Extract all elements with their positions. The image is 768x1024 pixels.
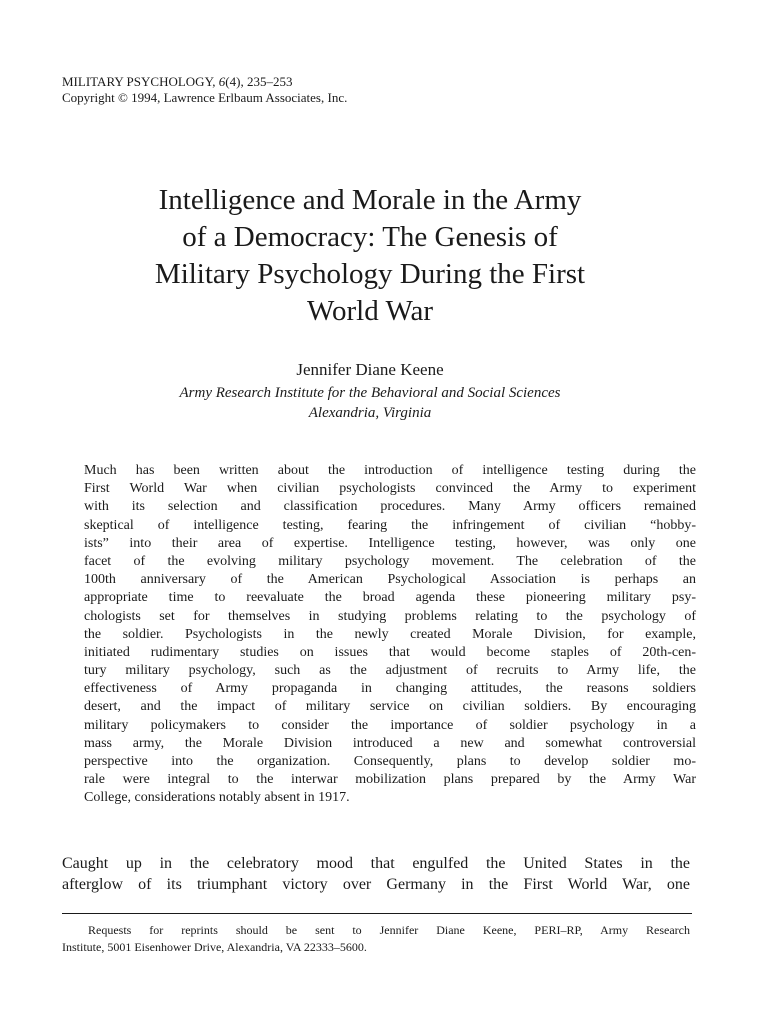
title-line: Military Psychology During the First <box>154 258 586 290</box>
abstract-line: mass army, the Morale Division introduced a new and somewhat controversial <box>84 735 696 751</box>
author-affiliation <box>0 383 740 423</box>
title-line: Intelligence and Morale in the Army <box>158 184 582 216</box>
journal-citation <box>62 74 347 90</box>
abstract-line: desert, and the impact of military service on civilian soldiers. By encouraging <box>84 699 696 715</box>
abstract-line: Much has been written about the introduction of intelligence testing during the <box>84 463 696 478</box>
body-line: afterglow of its triumphant victory over Germany in the First World War, one <box>62 876 690 893</box>
abstract-line: ists” into their area of expertise. Intelligence testing, however, was only one <box>84 535 696 551</box>
abstract-line: perspective into the organization. Consequently, plans to develop soldier mo- <box>84 754 696 769</box>
abstract-line: rale were integral to the interwar mobilization plans prepared by the Army War <box>84 772 696 788</box>
journal-name: MILITARY PSYCHOLOGY, <box>62 74 219 89</box>
footnote-line: Requests for reprints should be sent to Jennifer Diane Keene, PERI–RP, Army Research <box>88 923 690 937</box>
abstract-line: effectiveness of Army propaganda in changing attitudes, the reasons soldiers <box>84 681 696 697</box>
body-text <box>62 853 690 895</box>
footnote <box>62 922 690 956</box>
journal-volume: 6 <box>218 74 226 89</box>
abstract-line: initiated rudimentary studies on issues that would become staples of 20th-cen- <box>84 644 696 660</box>
footnote-divider <box>62 913 692 914</box>
abstract-line: appropriate time to reevaluate the broad agenda these pioneering military psy- <box>84 590 696 606</box>
abstract-line: chologists set for themselves in studying problems relating to the psychology of <box>84 608 696 624</box>
abstract-line: skeptical of intelligence testing, fearing the infringement of civilian “hobby- <box>84 517 696 533</box>
journal-issue-pages: (4), 235–253 <box>225 74 293 89</box>
article-title <box>60 182 680 330</box>
abstract-line: the soldier. Psychologists in the newly created Morale Division, for example, <box>84 626 696 642</box>
title-line: of a Democracy: The Genesis of <box>182 221 558 253</box>
abstract-line: College, considerations notably absent in 1917. <box>84 790 350 806</box>
abstract-line: tury military psychology, such as the adjustment of recruits to Army life, the <box>84 663 696 679</box>
title-line: World War <box>306 295 434 327</box>
abstract-line: with its selection and classification procedures. Many Army officers remained <box>84 499 696 515</box>
abstract-line: military policymakers to consider the importance of soldier psychology in a <box>84 717 696 733</box>
footnote-line: Institute, 5001 Eisenhower Drive, Alexandria, VA 22333–5600. <box>62 940 367 954</box>
copyright-line: Copyright © 1994, Lawrence Erlbaum Associates, Inc. <box>62 90 348 105</box>
author-name: Jennifer Diane Keene <box>296 360 444 379</box>
abstract-line: facet of the evolving military psychology movement. The celebration of the <box>84 553 696 569</box>
affiliation-line: Alexandria, Virginia <box>308 405 432 421</box>
body-line: Caught up in the celebratory mood that engulfed the United States in the <box>62 855 690 872</box>
abstract <box>84 462 696 808</box>
abstract-line: First World War when civilian psychologists convinced the Army to experiment <box>84 481 696 497</box>
affiliation-line: Army Research Institute for the Behavioral and Social Sciences <box>179 385 561 401</box>
abstract-line: 100th anniversary of the American Psychological Association is perhaps an <box>84 572 696 588</box>
journal-header <box>62 74 347 106</box>
